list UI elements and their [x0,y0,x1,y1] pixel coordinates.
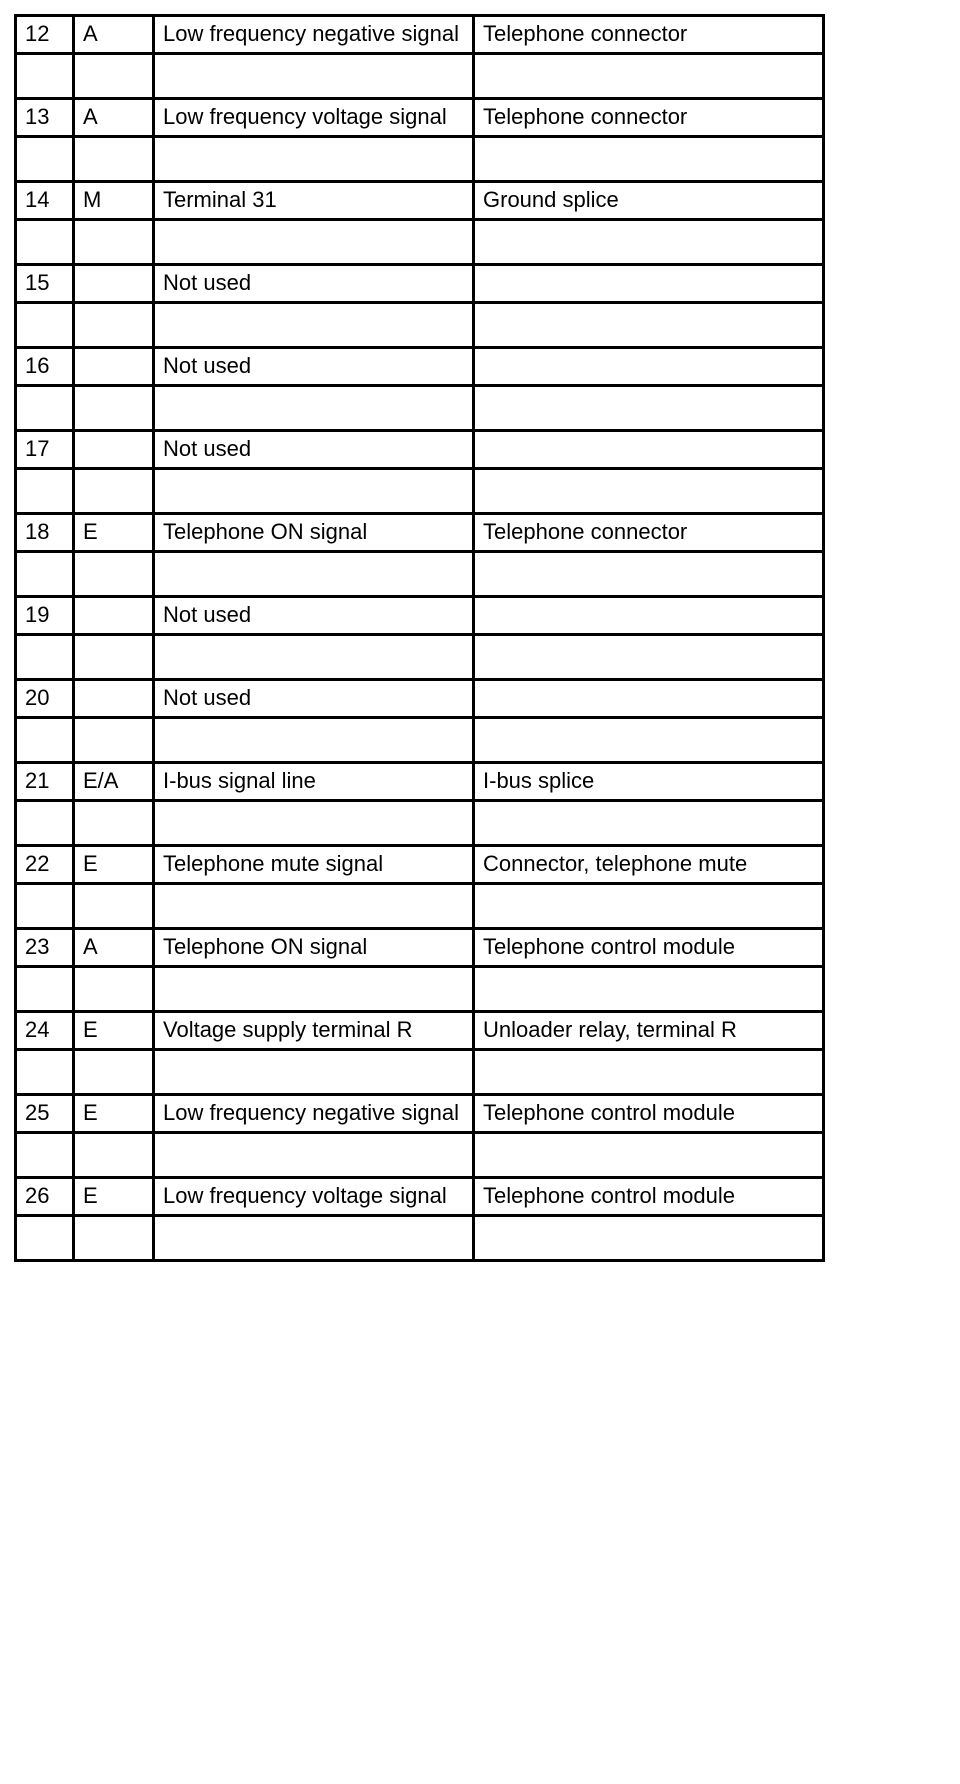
cell-pin: 18 [16,514,74,552]
cell-empty [16,1050,74,1095]
cell-empty [154,884,474,929]
cell-type: E [74,514,154,552]
cell-pin: 14 [16,182,74,220]
table-row [16,99,824,137]
cell-empty [16,801,74,846]
cell-empty [74,386,154,431]
cell-empty [154,220,474,265]
cell-description: Telephone mute signal [154,846,474,884]
cell-destination [474,597,824,635]
cell-description: I-bus signal line [154,763,474,801]
cell-empty [16,552,74,597]
cell-description: Not used [154,348,474,386]
cell-destination: Telephone connector [474,514,824,552]
table-row-continuation [16,220,824,265]
table-row [16,1012,824,1050]
cell-type: A [74,929,154,967]
cell-destination: Telephone control module [474,1178,824,1216]
cell-description: Telephone ON signal [154,514,474,552]
cell-pin: 23 [16,929,74,967]
table-row [16,514,824,552]
cell-empty [16,137,74,182]
cell-empty [74,801,154,846]
cell-pin: 22 [16,846,74,884]
cell-destination: I-bus splice [474,763,824,801]
table-row-continuation [16,386,824,431]
table-row [16,680,824,718]
cell-type: A [74,16,154,54]
table-row [16,431,824,469]
cell-type: E [74,1012,154,1050]
cell-description: Not used [154,265,474,303]
cell-empty [16,635,74,680]
table-row [16,265,824,303]
table-row [16,1095,824,1133]
cell-empty [474,884,824,929]
cell-empty [474,1216,824,1261]
cell-empty [474,967,824,1012]
table-row [16,1178,824,1216]
cell-type: E [74,1095,154,1133]
cell-destination: Telephone connector [474,99,824,137]
cell-pin: 16 [16,348,74,386]
cell-empty [74,1133,154,1178]
cell-empty [74,967,154,1012]
cell-empty [154,303,474,348]
cell-pin: 12 [16,16,74,54]
cell-pin: 19 [16,597,74,635]
cell-type [74,348,154,386]
table-body [16,16,824,1261]
cell-pin: 20 [16,680,74,718]
cell-empty [16,1216,74,1261]
cell-type: E [74,846,154,884]
cell-empty [74,718,154,763]
cell-description: Low frequency voltage signal [154,1178,474,1216]
cell-empty [16,967,74,1012]
cell-type [74,597,154,635]
cell-destination [474,348,824,386]
cell-empty [154,801,474,846]
cell-pin: 21 [16,763,74,801]
table-row [16,348,824,386]
cell-empty [474,386,824,431]
table-row-continuation [16,884,824,929]
cell-empty [74,137,154,182]
cell-empty [154,469,474,514]
cell-destination: Unloader relay, terminal R [474,1012,824,1050]
cell-empty [154,54,474,99]
cell-empty [154,967,474,1012]
cell-empty [474,54,824,99]
cell-type [74,680,154,718]
cell-empty [74,1216,154,1261]
cell-pin: 26 [16,1178,74,1216]
cell-empty [16,884,74,929]
cell-empty [154,386,474,431]
cell-description: Low frequency negative signal [154,1095,474,1133]
cell-type: M [74,182,154,220]
cell-empty [74,54,154,99]
cell-empty [474,137,824,182]
cell-description: Not used [154,680,474,718]
table-row [16,182,824,220]
table-row-continuation [16,1050,824,1095]
cell-pin: 13 [16,99,74,137]
cell-destination [474,431,824,469]
table-row [16,16,824,54]
table-row-continuation [16,1133,824,1178]
table-row-continuation [16,1216,824,1261]
cell-type: E/A [74,763,154,801]
cell-empty [16,386,74,431]
cell-empty [154,718,474,763]
cell-destination: Connector, telephone mute [474,846,824,884]
cell-destination: Telephone connector [474,16,824,54]
cell-pin: 17 [16,431,74,469]
table-row [16,597,824,635]
table-row-continuation [16,552,824,597]
cell-description: Voltage supply terminal R [154,1012,474,1050]
cell-empty [154,552,474,597]
cell-description: Low frequency negative signal [154,16,474,54]
cell-type [74,431,154,469]
table-row-continuation [16,718,824,763]
cell-empty [74,303,154,348]
cell-empty [16,303,74,348]
table-row [16,846,824,884]
cell-description: Terminal 31 [154,182,474,220]
cell-empty [74,469,154,514]
cell-empty [16,718,74,763]
cell-type: E [74,1178,154,1216]
table-row-continuation [16,635,824,680]
table-row-continuation [16,801,824,846]
cell-destination [474,265,824,303]
cell-empty [74,220,154,265]
table-row [16,763,824,801]
cell-empty [474,1133,824,1178]
cell-destination: Ground splice [474,182,824,220]
cell-empty [154,1133,474,1178]
table-row-continuation [16,137,824,182]
cell-empty [154,137,474,182]
cell-empty [474,801,824,846]
cell-destination [474,680,824,718]
cell-empty [74,635,154,680]
cell-destination: Telephone control module [474,1095,824,1133]
cell-empty [16,469,74,514]
table-row-continuation [16,303,824,348]
cell-empty [154,635,474,680]
cell-empty [474,552,824,597]
cell-empty [474,469,824,514]
table-row-continuation [16,469,824,514]
cell-type [74,265,154,303]
cell-pin: 25 [16,1095,74,1133]
cell-description: Low frequency voltage signal [154,99,474,137]
cell-empty [16,220,74,265]
cell-empty [154,1216,474,1261]
cell-empty [474,220,824,265]
cell-empty [474,718,824,763]
cell-empty [74,552,154,597]
cell-pin: 15 [16,265,74,303]
cell-empty [474,1050,824,1095]
cell-empty [154,1050,474,1095]
cell-destination: Telephone control module [474,929,824,967]
cell-pin: 24 [16,1012,74,1050]
cell-empty [474,635,824,680]
table-row [16,929,824,967]
table-row-continuation [16,54,824,99]
table-row-continuation [16,967,824,1012]
pin-assignment-table [14,14,825,1262]
cell-empty [474,303,824,348]
cell-empty [74,884,154,929]
cell-description: Not used [154,431,474,469]
cell-description: Not used [154,597,474,635]
cell-empty [16,54,74,99]
cell-description: Telephone ON signal [154,929,474,967]
cell-empty [74,1050,154,1095]
cell-empty [16,1133,74,1178]
cell-type: A [74,99,154,137]
